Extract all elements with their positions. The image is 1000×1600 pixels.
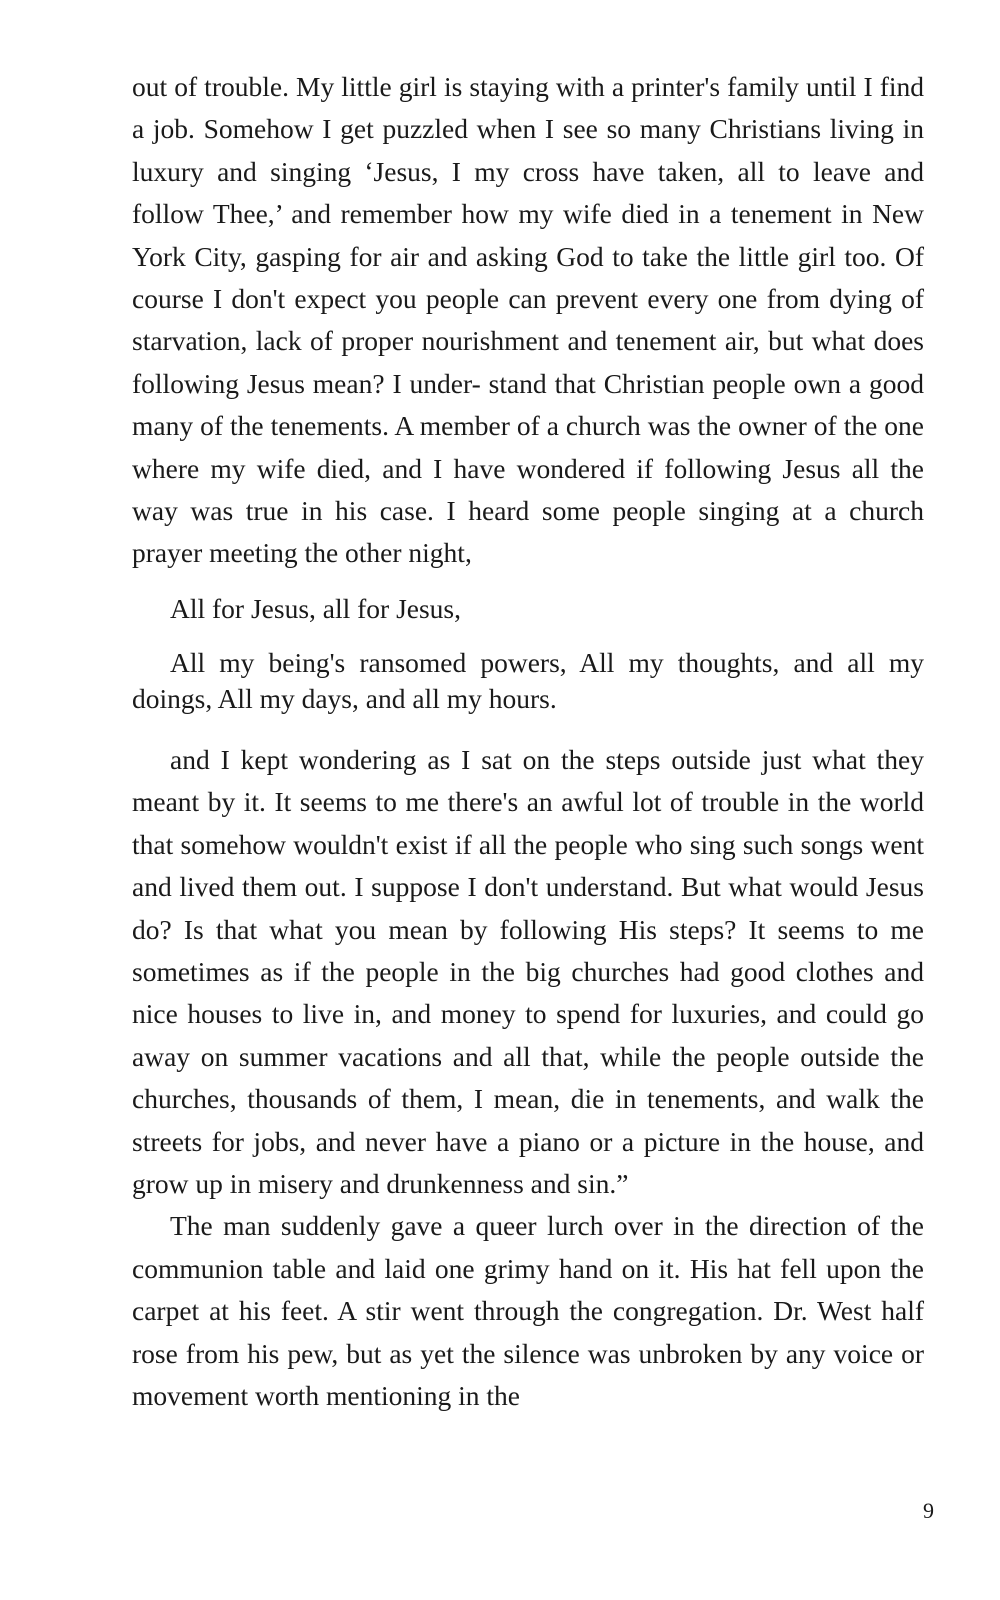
paragraph-3: and I kept wondering as I sat on the steps outside just what they meant by it. It seems to me there's an awful lot of trouble in the world that somehow wouldn't exist if all the people who sing such songs went and lived them out. I suppose I don't understand. But what would Jesus do? Is that what you mean by following His steps? It seems to me sometimes as if the people in the big churches had good clothes and nice houses to live in, and money to spend for luxuries, and could go away on summer vacations and all that, while the people outside the churches, thousands of them, I mean, die in tenements, and walk the streets for jobs, and never have a piano or a picture in the house, and grow up in misery and drunkenness and sin.” xyxy=(132,743,924,1199)
paragraph-4: The man suddenly gave a queer lurch over in the direction of the communion table and laid one grimy hand on it. His hat fell upon the carpet at his feet. A stir went through the congregation. Dr. West half rose from his pew, but as yet the silence was unbroken by any voice or movement worth mentioning in the xyxy=(132,1210,924,1411)
page-body xyxy=(132,66,924,1417)
paragraph-1: out of trouble. My little girl is staying with a printer's family until I find a job. Somehow I get puzzled when I see so many Christians living in luxury and singing ‘Jesus, I my cross have taken, all to leave and follow Thee,’ and remember how my wife died in a tenement in New York City, gasping for air and asking God to take the little girl too. Of course I don't expect you people can prevent every one from dying of starvation, lack of proper nourishment and tenement air, but what does following Jesus mean? I under- stand that Christian people own a good many of the tenements. A member of a church was the owner of the one where my wife died, and I have wondered if following Jesus all the way was true in his case. I heard some people singing at a church prayer meeting the other night, xyxy=(132,71,924,569)
page-number: 9 xyxy=(923,1498,934,1523)
verse-line-1: All for Jesus, all for Jesus, xyxy=(170,592,462,624)
verse-block-2: All my being's ransomed powers, All my thoughts, and all my doings, All my days, and all my hours. xyxy=(132,646,924,714)
